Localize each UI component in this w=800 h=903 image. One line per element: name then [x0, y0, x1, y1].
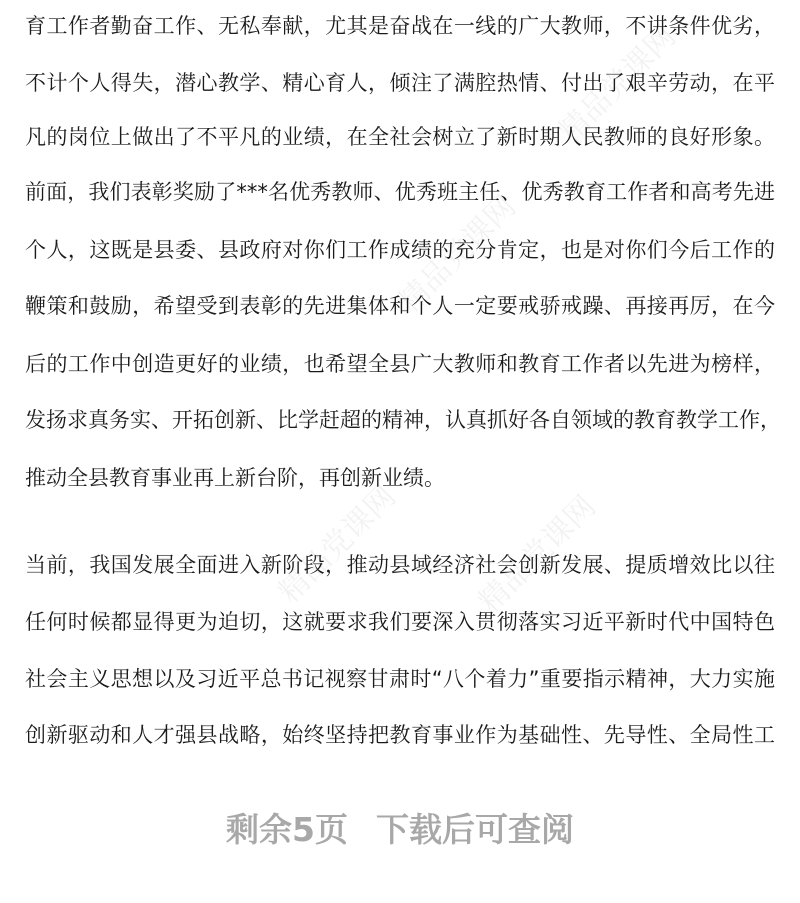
text-line: 推动全县教育事业再上新台阶，再创新业绩。	[25, 466, 445, 490]
text-line: 任何时候都显得更为迫切，这就要求我们要深入贯彻落实习近平新时代中国特色	[25, 610, 775, 634]
text-line: 个人，这既是县委、县政府对你们工作成绩的充分肯定，也是对你们今后工作的	[25, 238, 775, 262]
text-line: 社会主义思想以及习近平总书记视察甘肃时“八个着力”重要指示精神，大力实施	[25, 667, 775, 691]
download-to-view-text[interactable]: 下载后可查阅	[375, 810, 574, 849]
watermark: 精品党课网	[472, 489, 603, 620]
text-line: 鞭策和鼓励，希望受到表彰的先进集体和个人一定要戒骄戒躁、再接再厉，在今	[25, 294, 775, 318]
watermark: 精品党课网	[272, 479, 403, 610]
remaining-pages-text: 剩余5页	[226, 810, 348, 849]
text-line: 发扬求真务实、开拓创新、比学赶超的精神，认真抓好各自领域的教育教学工作，	[25, 408, 781, 432]
text-line: 当前，我国发展全面进入新阶段，推动县域经济社会创新发展、提质增效比以往	[25, 553, 775, 577]
download-prompt[interactable]	[0, 804, 800, 851]
text-line: 育工作者勤奋工作、无私奉献，尤其是奋战在一线的广大教师，不讲条件优劣，	[25, 14, 775, 38]
text-line: 凡的岗位上做出了不平凡的业绩，在全社会树立了新时期人民教师的良好形象。	[25, 125, 775, 149]
text-line: 后的工作中创造更好的业绩，也希望全县广大教师和教育工作者以先进为榜样，	[25, 352, 775, 376]
text-line: 创新驱动和人才强县战略，始终坚持把教育事业作为基础性、先导性、全局性工	[25, 723, 775, 747]
text-line: 不计个人得失，潜心教学、精心育人，倾注了满腔热情、付出了艰辛劳动，在平	[25, 71, 775, 95]
watermark: 精品党课网	[392, 189, 523, 320]
text-line: 前面，我们表彰奖励了***名优秀教师、优秀班主任、优秀教育工作者和高考先进	[25, 180, 775, 204]
watermark: 精品党课网	[552, 19, 683, 150]
